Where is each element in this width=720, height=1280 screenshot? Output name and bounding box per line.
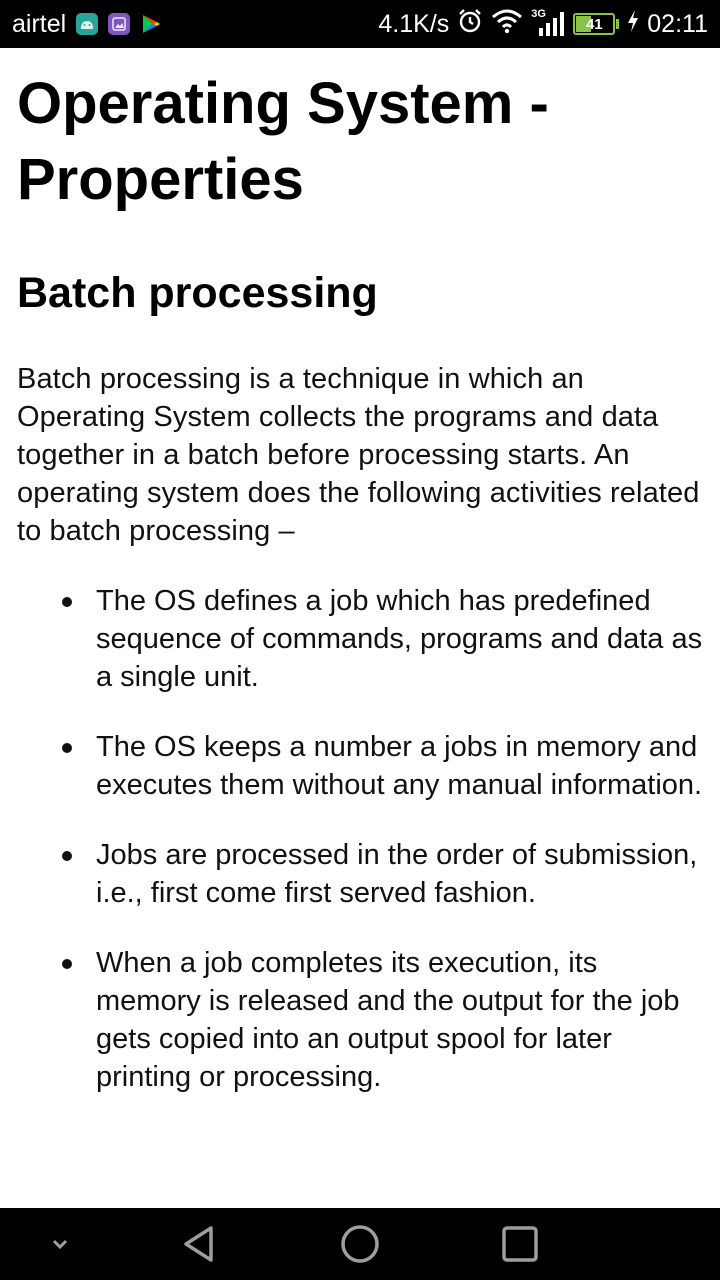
charging-icon xyxy=(627,10,639,39)
bullet-dot xyxy=(62,597,72,607)
article-content xyxy=(0,48,720,1208)
clock: 02:11 xyxy=(647,9,708,38)
list-item xyxy=(17,836,704,912)
android-icon xyxy=(76,13,98,35)
alarm-icon xyxy=(457,8,483,41)
list-item-text: Jobs are processed in the order of submission, i.e., first come first served fashion. xyxy=(96,839,698,909)
chevron-down-icon xyxy=(50,1237,70,1251)
list-item-text: When a job completes its execution, its memory is released and the output for the job gets copied into an output spool for later printing or processing. xyxy=(96,947,680,1093)
battery-icon xyxy=(573,13,615,35)
navigation-bar xyxy=(0,1208,720,1280)
carrier-label: airtel xyxy=(12,9,67,38)
list-item-text: The OS defines a job which has predefined sequence of commands, programs and data as a single unit. xyxy=(96,585,703,693)
play-store-icon xyxy=(140,13,162,35)
back-icon xyxy=(180,1224,220,1264)
battery-tip xyxy=(616,19,619,29)
network-type-label: 3G xyxy=(531,8,546,20)
intro-paragraph: Batch processing is a technique in which an Operating System collects the programs and data together in a batch before processing starts. An operating system does the following activities related to batch processing – xyxy=(17,363,700,547)
list-item xyxy=(17,582,704,696)
bullet-dot xyxy=(62,743,72,753)
list-item-text: The OS keeps a number a jobs in memory and executes them without any manual information. xyxy=(96,731,703,801)
home-icon xyxy=(339,1223,381,1265)
bullet-list xyxy=(17,582,704,1096)
list-item xyxy=(17,728,704,804)
gallery-icon xyxy=(108,13,130,35)
status-bar xyxy=(0,0,720,48)
section-heading: Batch processing xyxy=(17,269,378,317)
list-item xyxy=(17,944,704,1096)
battery-level: 41 xyxy=(585,15,603,33)
recents-icon xyxy=(501,1225,539,1263)
cell-signal-icon xyxy=(531,10,565,38)
page-title: Operating System - Properties xyxy=(17,71,549,212)
back-button[interactable] xyxy=(160,1208,240,1280)
collapse-button[interactable] xyxy=(20,1208,100,1280)
wifi-icon xyxy=(491,8,523,41)
network-speed: 4.1K/s xyxy=(378,9,450,38)
home-button[interactable] xyxy=(320,1208,400,1280)
bullet-dot xyxy=(62,851,72,861)
recents-button[interactable] xyxy=(480,1208,560,1280)
bullet-dot xyxy=(62,959,72,969)
